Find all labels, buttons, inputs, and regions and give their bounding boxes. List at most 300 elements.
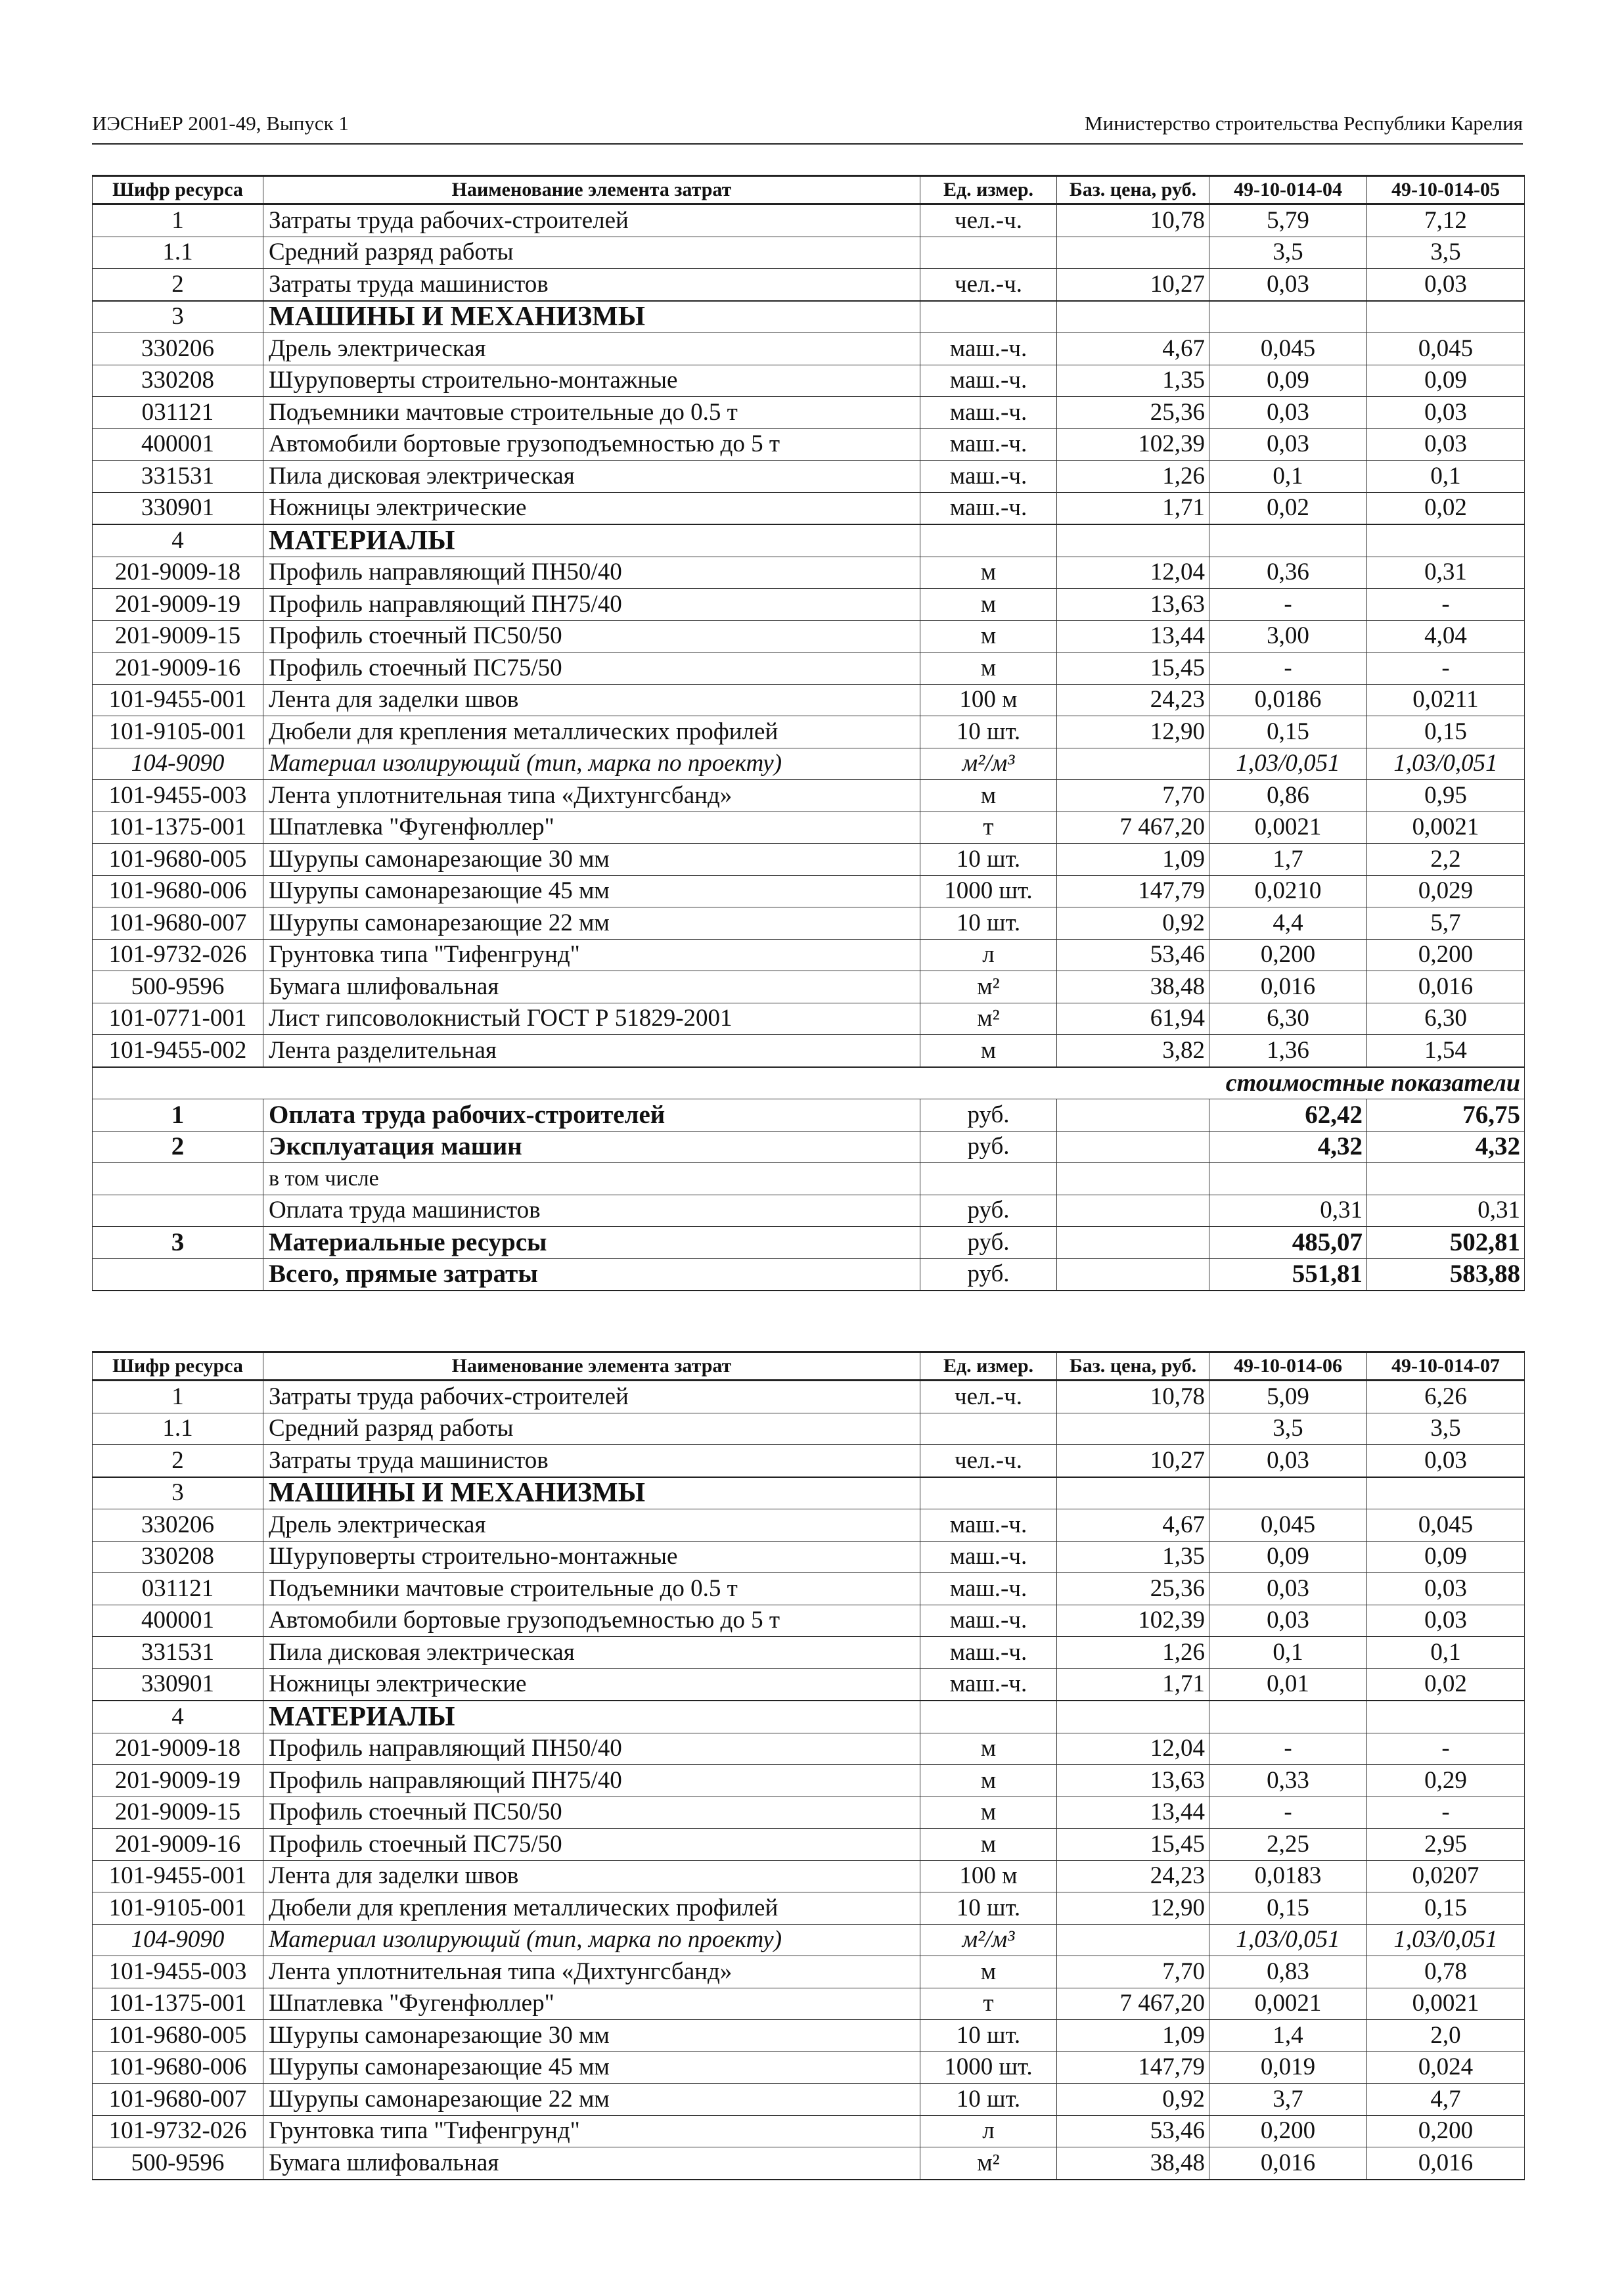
code-cell: 330208 <box>93 1541 263 1573</box>
table-row <box>93 269 1525 301</box>
value-cell-b: 0,09 <box>1367 1541 1525 1573</box>
code-cell: 101-9455-003 <box>93 780 263 812</box>
table-row <box>93 780 1525 812</box>
code-cell: 1.1 <box>93 1413 263 1445</box>
name-cell: Профиль направляющий ПН50/40 <box>263 1733 920 1765</box>
code-cell: 031121 <box>93 397 263 429</box>
unit-cell: маш.-ч. <box>920 1509 1057 1542</box>
value-cell-b: 6,26 <box>1367 1381 1525 1413</box>
name-cell: Материал изолирующий (тип, марка по проекту) <box>263 1924 920 1956</box>
name-cell: МАШИНЫ И МЕХАНИЗМЫ <box>263 1477 920 1509</box>
name-cell: Автомобили бортовые грузоподъемностью до 5 т <box>263 1605 920 1637</box>
value-cell-b: 3,5 <box>1367 237 1525 269</box>
code-cell: 101-0771-001 <box>93 1003 263 1035</box>
code-cell: 331531 <box>93 461 263 493</box>
value-cell-b: 2,0 <box>1367 2020 1525 2052</box>
code-cell: 2 <box>93 1445 263 1477</box>
value-cell-b: 0,31 <box>1367 557 1525 589</box>
value-cell-b: 0,31 <box>1367 1195 1525 1227</box>
value-cell-a: 4,32 <box>1209 1131 1367 1163</box>
table-row <box>93 1067 1525 1099</box>
code-cell: 400001 <box>93 1605 263 1637</box>
code-cell: 101-1375-001 <box>93 1988 263 2020</box>
unit-cell <box>920 1163 1057 1195</box>
value-cell-b: 2,95 <box>1367 1829 1525 1861</box>
value-cell-a: 551,81 <box>1209 1258 1367 1291</box>
value-cell-a: 0,0186 <box>1209 684 1367 716</box>
unit-cell: 10 шт. <box>920 2020 1057 2052</box>
name-cell: Шпатлевка "Фугенфюллер" <box>263 812 920 844</box>
price-cell: 12,90 <box>1057 1892 1209 1925</box>
value-cell-b: 0,03 <box>1367 1573 1525 1605</box>
code-cell: 101-9680-006 <box>93 2051 263 2084</box>
table-row <box>93 1035 1525 1067</box>
table-row <box>93 397 1525 429</box>
value-cell-a: 0,03 <box>1209 397 1367 429</box>
code-cell: 104-9090 <box>93 748 263 780</box>
value-cell-b: - <box>1367 653 1525 685</box>
table-row <box>93 1701 1525 1733</box>
value-cell-b: 0,0211 <box>1367 684 1525 716</box>
table-row <box>93 2115 1525 2147</box>
value-cell-a: 0,03 <box>1209 1573 1367 1605</box>
name-cell: Подъемники мачтовые строительные до 0.5 т <box>263 1573 920 1605</box>
price-cell: 7 467,20 <box>1057 1988 1209 2020</box>
price-cell <box>1057 1131 1209 1163</box>
code-cell: 101-9732-026 <box>93 2115 263 2147</box>
name-cell: Дюбели для крепления металлических профилей <box>263 716 920 748</box>
section-band-label: стоимостные показатели <box>93 1067 1525 1099</box>
price-cell <box>1057 301 1209 333</box>
column-header: 49-10-014-05 <box>1367 176 1525 204</box>
price-cell: 10,27 <box>1057 269 1209 301</box>
name-cell: Шуруповерты строительно-монтажные <box>263 1541 920 1573</box>
unit-cell <box>920 1701 1057 1733</box>
unit-cell: маш.-ч. <box>920 461 1057 493</box>
name-cell: Шурупы самонарезающие 22 мм <box>263 2084 920 2116</box>
code-cell: 201-9009-16 <box>93 1829 263 1861</box>
value-cell-b: 7,12 <box>1367 204 1525 237</box>
value-cell-b: 1,54 <box>1367 1035 1525 1067</box>
name-cell: МАШИНЫ И МЕХАНИЗМЫ <box>263 301 920 333</box>
code-cell: 201-9009-15 <box>93 1797 263 1829</box>
code-cell: 330901 <box>93 492 263 524</box>
table-row <box>93 2147 1525 2180</box>
value-cell-b <box>1367 524 1525 557</box>
price-cell: 1,71 <box>1057 1668 1209 1701</box>
table-row <box>93 653 1525 685</box>
column-header: Шифр ресурса <box>93 1352 263 1381</box>
table-row <box>93 333 1525 365</box>
code-cell: 101-1375-001 <box>93 812 263 844</box>
column-header: 49-10-014-04 <box>1209 176 1367 204</box>
unit-cell: маш.-ч. <box>920 397 1057 429</box>
price-cell: 13,44 <box>1057 1797 1209 1829</box>
code-cell: 331531 <box>93 1637 263 1669</box>
value-cell-a: 6,30 <box>1209 1003 1367 1035</box>
value-cell-a: - <box>1209 1733 1367 1765</box>
value-cell-b: 0,045 <box>1367 333 1525 365</box>
value-cell-a: 0,0210 <box>1209 875 1367 907</box>
value-cell-b: 0,1 <box>1367 461 1525 493</box>
name-cell: Лента для заделки швов <box>263 684 920 716</box>
value-cell-a <box>1209 524 1367 557</box>
price-cell: 24,23 <box>1057 1860 1209 1892</box>
table-row <box>93 1765 1525 1797</box>
value-cell-a: - <box>1209 1797 1367 1829</box>
value-cell-a: 0,0183 <box>1209 1860 1367 1892</box>
table-row <box>93 1829 1525 1861</box>
value-cell-a: 0,016 <box>1209 2147 1367 2180</box>
unit-cell: 1000 шт. <box>920 875 1057 907</box>
table-row <box>93 1227 1525 1259</box>
value-cell-a: 5,09 <box>1209 1381 1367 1413</box>
column-header: Шифр ресурса <box>93 176 263 204</box>
value-cell-b: 0,016 <box>1367 971 1525 1003</box>
column-header: 49-10-014-07 <box>1367 1352 1525 1381</box>
price-cell <box>1057 748 1209 780</box>
unit-cell: м² <box>920 971 1057 1003</box>
value-cell-a: 4,4 <box>1209 907 1367 940</box>
name-cell: Лента уплотнительная типа «Дихтунгсбанд» <box>263 1956 920 1988</box>
price-cell: 7,70 <box>1057 780 1209 812</box>
price-cell: 4,67 <box>1057 333 1209 365</box>
value-cell-b: 0,200 <box>1367 939 1525 971</box>
name-cell: Материал изолирующий (тип, марка по проекту) <box>263 748 920 780</box>
value-cell-a: 1,03/0,051 <box>1209 1924 1367 1956</box>
value-cell-a: 0,83 <box>1209 1956 1367 1988</box>
value-cell-a <box>1209 301 1367 333</box>
price-cell: 15,45 <box>1057 653 1209 685</box>
code-cell: 330206 <box>93 333 263 365</box>
value-cell-a: 485,07 <box>1209 1227 1367 1259</box>
unit-cell: маш.-ч. <box>920 428 1057 461</box>
value-cell-b: 0,02 <box>1367 1668 1525 1701</box>
table-row <box>93 684 1525 716</box>
name-cell: в том числе <box>263 1163 920 1195</box>
value-cell-b: 4,04 <box>1367 620 1525 653</box>
code-cell: 3 <box>93 1477 263 1509</box>
value-cell-a: 0,1 <box>1209 1637 1367 1669</box>
name-cell: Пила дисковая электрическая <box>263 461 920 493</box>
unit-cell: м² <box>920 2147 1057 2180</box>
value-cell-b: 0,29 <box>1367 1765 1525 1797</box>
price-cell <box>1057 1227 1209 1259</box>
cost-table-2 <box>92 1351 1525 2180</box>
name-cell: Ножницы электрические <box>263 492 920 524</box>
name-cell: Профиль стоечный ПС50/50 <box>263 620 920 653</box>
header-right: Министерство строительства Республики Карелия <box>1085 112 1523 135</box>
value-cell-b: 0,03 <box>1367 269 1525 301</box>
value-cell-b: 3,5 <box>1367 1413 1525 1445</box>
unit-cell <box>920 1477 1057 1509</box>
code-cell: 500-9596 <box>93 971 263 1003</box>
value-cell-a: 3,00 <box>1209 620 1367 653</box>
code-cell: 201-9009-15 <box>93 620 263 653</box>
code-cell <box>93 1195 263 1227</box>
unit-cell: м <box>920 1797 1057 1829</box>
cost-table-1 <box>92 175 1525 1291</box>
price-cell: 13,44 <box>1057 620 1209 653</box>
value-cell-b: - <box>1367 589 1525 621</box>
value-cell-b: 0,024 <box>1367 2051 1525 2084</box>
value-cell-a <box>1209 1477 1367 1509</box>
unit-cell <box>920 301 1057 333</box>
name-cell: Средний разряд работы <box>263 237 920 269</box>
name-cell: Грунтовка типа "Тифенгрунд" <box>263 2115 920 2147</box>
unit-cell: маш.-ч. <box>920 1637 1057 1669</box>
value-cell-b: 0,02 <box>1367 492 1525 524</box>
value-cell-b: - <box>1367 1733 1525 1765</box>
code-cell: 101-9455-003 <box>93 1956 263 1988</box>
table-row <box>93 1541 1525 1573</box>
name-cell: Пила дисковая электрическая <box>263 1637 920 1669</box>
unit-cell: 10 шт. <box>920 1892 1057 1925</box>
name-cell: Лента для заделки швов <box>263 1860 920 1892</box>
price-cell: 1,09 <box>1057 2020 1209 2052</box>
unit-cell: чел.-ч. <box>920 1381 1057 1413</box>
table-row <box>93 1445 1525 1477</box>
value-cell-b <box>1367 1701 1525 1733</box>
value-cell-a: 0,1 <box>1209 461 1367 493</box>
name-cell: Шуруповерты строительно-монтажные <box>263 365 920 397</box>
table-row <box>93 204 1525 237</box>
column-header: Ед. измер. <box>920 176 1057 204</box>
column-header: Наименование элемента затрат <box>263 176 920 204</box>
value-cell-a: 0,15 <box>1209 1892 1367 1925</box>
price-cell: 102,39 <box>1057 428 1209 461</box>
code-cell: 201-9009-16 <box>93 653 263 685</box>
value-cell-a: 0,15 <box>1209 716 1367 748</box>
value-cell-b: 0,029 <box>1367 875 1525 907</box>
table-row <box>93 461 1525 493</box>
table-row <box>93 1258 1525 1291</box>
price-cell <box>1057 1924 1209 1956</box>
price-cell: 38,48 <box>1057 2147 1209 2180</box>
price-cell: 1,26 <box>1057 461 1209 493</box>
name-cell: МАТЕРИАЛЫ <box>263 1701 920 1733</box>
column-header: Баз. цена, руб. <box>1057 176 1209 204</box>
table-row <box>93 1413 1525 1445</box>
price-cell: 1,35 <box>1057 365 1209 397</box>
value-cell-b: 5,7 <box>1367 907 1525 940</box>
value-cell-a: 0,36 <box>1209 557 1367 589</box>
unit-cell: руб. <box>920 1258 1057 1291</box>
code-cell: 104-9090 <box>93 1924 263 1956</box>
name-cell: Всего, прямые затраты <box>263 1258 920 1291</box>
price-cell: 10,78 <box>1057 1381 1209 1413</box>
value-cell-b: 0,03 <box>1367 1605 1525 1637</box>
name-cell: Шурупы самонарезающие 45 мм <box>263 875 920 907</box>
column-header: Ед. измер. <box>920 1352 1057 1381</box>
value-cell-b: 2,2 <box>1367 844 1525 876</box>
price-cell: 1,09 <box>1057 844 1209 876</box>
table-row <box>93 2084 1525 2116</box>
code-cell: 2 <box>93 269 263 301</box>
price-cell: 10,78 <box>1057 204 1209 237</box>
unit-cell: м²/м³ <box>920 748 1057 780</box>
table-row <box>93 748 1525 780</box>
unit-cell: 1000 шт. <box>920 2051 1057 2084</box>
price-cell: 7 467,20 <box>1057 812 1209 844</box>
price-cell: 53,46 <box>1057 939 1209 971</box>
table-row <box>93 716 1525 748</box>
name-cell: Автомобили бортовые грузоподъемностью до 5 т <box>263 428 920 461</box>
value-cell-b <box>1367 1477 1525 1509</box>
unit-cell: м <box>920 620 1057 653</box>
unit-cell: м <box>920 589 1057 621</box>
price-cell: 61,94 <box>1057 1003 1209 1035</box>
code-cell: 1 <box>93 1099 263 1132</box>
name-cell: Подъемники мачтовые строительные до 0.5 т <box>263 397 920 429</box>
table-row <box>93 1131 1525 1163</box>
code-cell: 201-9009-18 <box>93 557 263 589</box>
name-cell: Лента разделительная <box>263 1035 920 1067</box>
value-cell-a: 0,03 <box>1209 428 1367 461</box>
table-row <box>93 589 1525 621</box>
header-left: ИЭСНиЕР 2001-49, Выпуск 1 <box>92 112 349 135</box>
value-cell-b <box>1367 1163 1525 1195</box>
price-cell: 0,92 <box>1057 2084 1209 2116</box>
unit-cell: чел.-ч. <box>920 269 1057 301</box>
table-row <box>93 1892 1525 1925</box>
table-row <box>93 1509 1525 1542</box>
table-row <box>93 875 1525 907</box>
value-cell-a: 0,0021 <box>1209 812 1367 844</box>
table-row <box>93 1797 1525 1829</box>
price-cell: 7,70 <box>1057 1956 1209 1988</box>
value-cell-b: 76,75 <box>1367 1099 1525 1132</box>
price-cell <box>1057 524 1209 557</box>
value-cell-b: 0,03 <box>1367 1445 1525 1477</box>
code-cell: 3 <box>93 1227 263 1259</box>
unit-cell: маш.-ч. <box>920 1573 1057 1605</box>
value-cell-b: 0,15 <box>1367 1892 1525 1925</box>
unit-cell: м²/м³ <box>920 1924 1057 1956</box>
code-cell: 201-9009-19 <box>93 1765 263 1797</box>
value-cell-a: 0,016 <box>1209 971 1367 1003</box>
price-cell: 10,27 <box>1057 1445 1209 1477</box>
value-cell-a: 1,36 <box>1209 1035 1367 1067</box>
name-cell: Лента уплотнительная типа «Дихтунгсбанд» <box>263 780 920 812</box>
code-cell: 3 <box>93 301 263 333</box>
table-row <box>93 301 1525 333</box>
column-header: 49-10-014-06 <box>1209 1352 1367 1381</box>
table-row <box>93 907 1525 940</box>
value-cell-b: 0,78 <box>1367 1956 1525 1988</box>
unit-cell: маш.-ч. <box>920 365 1057 397</box>
unit-cell: м <box>920 1829 1057 1861</box>
price-cell: 25,36 <box>1057 397 1209 429</box>
code-cell <box>93 1163 263 1195</box>
table-row <box>93 1956 1525 1988</box>
price-cell <box>1057 1195 1209 1227</box>
price-cell: 13,63 <box>1057 589 1209 621</box>
code-cell: 400001 <box>93 428 263 461</box>
name-cell: Бумага шлифовальная <box>263 971 920 1003</box>
unit-cell: маш.-ч. <box>920 1605 1057 1637</box>
value-cell-a: 0,03 <box>1209 1605 1367 1637</box>
price-cell: 53,46 <box>1057 2115 1209 2147</box>
name-cell: Профиль стоечный ПС75/50 <box>263 1829 920 1861</box>
value-cell-b: 0,03 <box>1367 397 1525 429</box>
name-cell: Ножницы электрические <box>263 1668 920 1701</box>
table-row <box>93 1573 1525 1605</box>
table-row <box>93 1733 1525 1765</box>
unit-cell: руб. <box>920 1227 1057 1259</box>
name-cell: Профиль стоечный ПС50/50 <box>263 1797 920 1829</box>
unit-cell: руб. <box>920 1131 1057 1163</box>
value-cell-a: 0,02 <box>1209 492 1367 524</box>
code-cell: 1 <box>93 204 263 237</box>
table-row <box>93 1381 1525 1413</box>
table-row <box>93 1924 1525 1956</box>
table-row <box>93 1637 1525 1669</box>
name-cell: Затраты труда рабочих-строителей <box>263 204 920 237</box>
value-cell-b: 0,200 <box>1367 2115 1525 2147</box>
page-header <box>92 112 1523 145</box>
value-cell-a: 0,045 <box>1209 1509 1367 1542</box>
name-cell: Профиль направляющий ПН75/40 <box>263 1765 920 1797</box>
value-cell-b: 1,03/0,051 <box>1367 748 1525 780</box>
price-cell: 1,71 <box>1057 492 1209 524</box>
value-cell-a: 0,0021 <box>1209 1988 1367 2020</box>
value-cell-b: 0,0021 <box>1367 812 1525 844</box>
table-row <box>93 1668 1525 1701</box>
price-cell: 147,79 <box>1057 2051 1209 2084</box>
unit-cell <box>920 1413 1057 1445</box>
value-cell-a: 0,09 <box>1209 1541 1367 1573</box>
value-cell-a: 0,200 <box>1209 939 1367 971</box>
unit-cell: 10 шт. <box>920 716 1057 748</box>
unit-cell: чел.-ч. <box>920 1445 1057 1477</box>
unit-cell: 10 шт. <box>920 2084 1057 2116</box>
code-cell: 101-9680-005 <box>93 844 263 876</box>
price-cell: 12,04 <box>1057 1733 1209 1765</box>
price-cell: 15,45 <box>1057 1829 1209 1861</box>
name-cell: Шурупы самонарезающие 22 мм <box>263 907 920 940</box>
value-cell-b: 4,7 <box>1367 2084 1525 2116</box>
name-cell: Дюбели для крепления металлических профилей <box>263 1892 920 1925</box>
value-cell-a: 3,7 <box>1209 2084 1367 2116</box>
value-cell-b: 0,0021 <box>1367 1988 1525 2020</box>
price-cell <box>1057 1163 1209 1195</box>
name-cell: Шурупы самонарезающие 45 мм <box>263 2051 920 2084</box>
price-cell <box>1057 1701 1209 1733</box>
price-cell <box>1057 1099 1209 1132</box>
table-row <box>93 939 1525 971</box>
unit-cell: 100 м <box>920 1860 1057 1892</box>
code-cell: 330206 <box>93 1509 263 1542</box>
name-cell: Грунтовка типа "Тифенгрунд" <box>263 939 920 971</box>
unit-cell: л <box>920 939 1057 971</box>
code-cell: 101-9680-007 <box>93 2084 263 2116</box>
code-cell: 101-9105-001 <box>93 1892 263 1925</box>
price-cell: 0,92 <box>1057 907 1209 940</box>
name-cell: Лист гипсоволокнистый ГОСТ Р 51829-2001 <box>263 1003 920 1035</box>
unit-cell: маш.-ч. <box>920 1541 1057 1573</box>
unit-cell: м <box>920 1035 1057 1067</box>
value-cell-a: 0,019 <box>1209 2051 1367 2084</box>
price-cell: 12,90 <box>1057 716 1209 748</box>
value-cell-a: 0,33 <box>1209 1765 1367 1797</box>
name-cell: Затраты труда машинистов <box>263 1445 920 1477</box>
table-row <box>93 1163 1525 1195</box>
table-row <box>93 1003 1525 1035</box>
table-row <box>93 557 1525 589</box>
name-cell: Шурупы самонарезающие 30 мм <box>263 2020 920 2052</box>
unit-cell: чел.-ч. <box>920 204 1057 237</box>
